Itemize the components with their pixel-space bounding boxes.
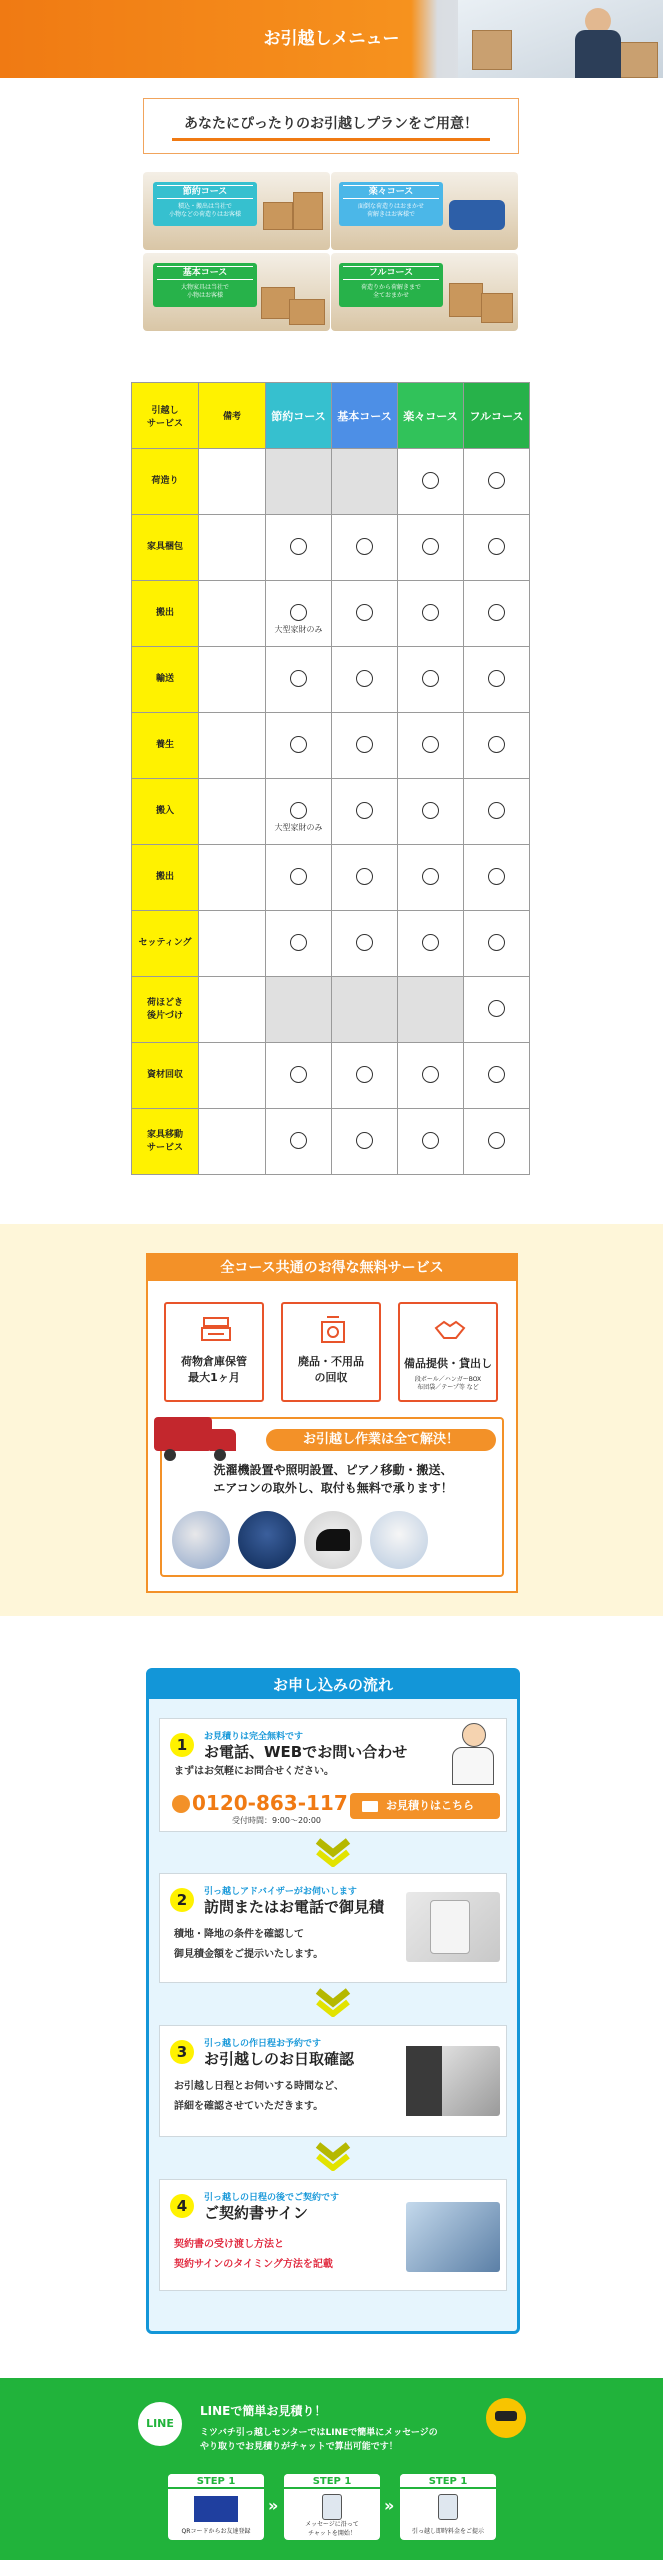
step-title: お電話、WEBでお問い合わせ [204,1743,408,1761]
service-title: 廃品・不用品 の回収 [298,1355,364,1384]
course-name: 節約コース [157,185,253,199]
table-row [132,647,530,713]
service-supplies [398,1302,498,1402]
calculator-photo [406,1892,500,1962]
course-card-kihon[interactable] [143,253,330,331]
available-cell [332,779,398,845]
table-row [132,713,530,779]
circle-mark-icon [488,604,505,621]
available-cell [464,1109,530,1175]
step-title: ご契約書サイン [204,2204,308,2222]
course-name: 基本コース [157,266,253,280]
service-storage [164,1302,264,1402]
banner-underline [172,138,490,141]
course-label [153,263,257,307]
line-title: LINEで簡単お見積り！ [200,2404,327,2418]
course-card-setsuyaku[interactable] [143,172,330,250]
business-hours: 受付時間：9:00〜20:00 [232,1816,322,1825]
available-cell [398,515,464,581]
flow-step-1 [159,1718,507,1832]
row-label: 家具移動 サービス [132,1109,199,1175]
step-number: 1 [170,1733,194,1757]
course-card-full[interactable] [331,253,518,331]
service-sub: 段ボール／ハンガーBOX 布団袋／テープ等 など [414,1376,482,1391]
circle-mark-icon [488,1000,505,1017]
available-cell [266,1109,332,1175]
all-included-line2: エアコンの取外し、取付も無料で承ります！ [213,1481,453,1495]
flow-title: お申し込みの流れ [149,1671,517,1699]
header-service: 引越し サービス [132,383,199,449]
row-label: 家具梱包 [132,515,199,581]
cell-note: 大型家財のみ [274,625,323,634]
circle-mark-icon [356,538,373,555]
bee-mascot-icon [486,2398,526,2438]
row-label: 搬出 [132,845,199,911]
available-cell [398,845,464,911]
flow-step-2 [159,1873,507,1983]
note-cell [199,911,266,977]
step-desc-line2: 御見積金額をご提示いたします。 [174,1949,324,1960]
available-cell [464,449,530,515]
step-label: STEP 1 [168,2474,264,2489]
header-course: フルコース [464,383,530,449]
course-name: 楽々コース [343,185,439,199]
header-course: 楽々コース [398,383,464,449]
available-cell [266,911,332,977]
step-desc-line1: 契約書の受け渡し方法と [174,2239,284,2250]
row-label: 養生 [132,713,199,779]
available-cell [464,911,530,977]
course-label [339,182,443,226]
line-section [0,2378,663,2560]
step-caption: QRコードからお友達登録 [181,2528,251,2535]
box-image [481,293,513,323]
circle-mark-icon [422,604,439,621]
available-cell [266,647,332,713]
step-desc-line1: 積地・降地の条件を確認して [174,1929,304,1940]
table-row [132,449,530,515]
header-course: 基本コース [332,383,398,449]
circle-mark-icon [290,802,307,819]
table-row [132,515,530,581]
box-image [289,299,325,325]
table-row [132,911,530,977]
page-title: お引越しメニュー [263,29,400,49]
step-subtitle: お見積りは完全無料です [204,1732,304,1742]
truck-image [449,200,505,230]
available-cell [398,713,464,779]
unavailable-cell [332,977,398,1043]
cell-note: 大型家財のみ [274,823,323,832]
circle-mark-icon [422,802,439,819]
course-comparison-table [131,382,530,1175]
qr-code-icon [194,2496,238,2522]
chevron-down-icon [315,1987,351,2017]
available-cell [464,977,530,1043]
row-label: 荷造り [132,449,199,515]
chevron-down-icon [315,1837,351,1867]
available-cell [464,779,530,845]
box-image [293,192,323,230]
circle-mark-icon [422,472,439,489]
circle-mark-icon [488,538,505,555]
header-note: 備考 [199,383,266,449]
plan-banner-text: あなたにぴったりのお引越しプランをご用意！ [184,116,478,132]
estimate-button[interactable] [350,1793,500,1819]
unavailable-cell [332,449,398,515]
piano-photo [304,1511,362,1569]
arrow-right-icon: » [268,2496,279,2515]
line-desc-2: やり取りでお見積りがチャットで算出可能です！ [200,2442,398,2452]
line-step-chat [284,2474,380,2540]
available-cell [464,647,530,713]
available-cell [398,1109,464,1175]
circle-mark-icon [422,670,439,687]
step-desc-line1: お引越し日程とお伺いする時間など、 [174,2081,344,2092]
row-label: 搬入 [132,779,199,845]
available-cell [266,713,332,779]
smartphone-icon [322,2494,342,2520]
warehouse-icon [200,1314,232,1344]
circle-mark-icon [290,868,307,885]
chevron-down-icon [315,2141,351,2171]
circle-mark-icon [356,1066,373,1083]
available-cell [398,647,464,713]
step-number: 3 [170,2040,194,2064]
circle-mark-icon [356,604,373,621]
arrow-right-icon: » [384,2496,395,2515]
note-cell [199,779,266,845]
circle-mark-icon [422,736,439,753]
step-desc-line2: 詳細を確認させていただきます。 [174,2101,324,2112]
step-title: 訪問またはお電話で御見積 [204,1898,385,1916]
step-caption: メッセージに沿って チャットを開始！ [305,2521,359,2537]
envelope-icon [362,1801,378,1812]
available-cell [266,515,332,581]
available-cell [266,581,332,647]
available-cell [332,713,398,779]
course-desc: 面倒な荷造りはおまかせ 荷解きはお客様で [357,203,424,218]
available-cell [332,1109,398,1175]
line-step-quote [400,2474,496,2540]
available-cell [332,845,398,911]
phone-icon [172,1795,190,1813]
free-service-box [146,1253,518,1593]
circle-mark-icon [290,538,307,555]
row-label: セッティング [132,911,199,977]
available-cell [266,1043,332,1109]
step-number: 2 [170,1888,194,1912]
handshake-photo [406,2202,500,2272]
circle-mark-icon [422,934,439,951]
course-label [339,263,443,307]
available-cell [398,1043,464,1109]
available-cell [464,515,530,581]
worker-photo [238,1511,296,1569]
phone-number[interactable]: 0120-863-117 [192,1791,348,1815]
step-subtitle: 引っ越しの作日程お予約です [204,2039,322,2049]
available-cell [398,449,464,515]
course-desc: 荷造りから荷解きまで 全ておまかせ [360,284,421,299]
step-label: STEP 1 [400,2474,496,2489]
available-cell [464,1043,530,1109]
available-cell [332,515,398,581]
circle-mark-icon [422,1066,439,1083]
unavailable-cell [266,977,332,1043]
row-label: 輸送 [132,647,199,713]
line-desc-1: ミツバチ引っ越しセンターではLINEで簡単にメッセージの [200,2428,438,2438]
service-title: 荷物倉庫保管 最大1ヶ月 [181,1355,247,1384]
note-cell [199,515,266,581]
note-cell [199,581,266,647]
service-title: 備品提供・貸出し [404,1357,492,1370]
available-cell [398,911,464,977]
available-cell [398,779,464,845]
unavailable-cell [266,449,332,515]
course-desc: 大物家具は当社で 小物はお客様 [180,284,229,299]
plan-banner [143,98,519,154]
note-cell [199,977,266,1043]
note-cell [199,713,266,779]
line-logo-icon: LINE [138,2402,182,2446]
service-disposal [281,1302,381,1402]
flow-step-3 [159,2025,507,2137]
available-cell [464,581,530,647]
available-cell [332,581,398,647]
line-step-qr [168,2474,264,2540]
table-row [132,845,530,911]
circle-mark-icon [488,670,505,687]
circle-mark-icon [488,1066,505,1083]
table-row [132,977,530,1043]
handshake-icon [434,1314,466,1344]
circle-mark-icon [290,604,307,621]
estimate-button-label: お見積りはこちら [386,1799,474,1812]
circle-mark-icon [422,538,439,555]
available-cell [464,713,530,779]
table-row [132,779,530,845]
available-cell [332,911,398,977]
circle-mark-icon [488,472,505,489]
available-cell [464,845,530,911]
circle-mark-icon [356,736,373,753]
truck-image [154,1411,246,1461]
circle-mark-icon [422,1132,439,1149]
course-desc: 積込・搬出は当社で 小物などの荷造りはお客様 [168,203,241,218]
note-cell [199,449,266,515]
step-caption: 引っ越し即時料金をご提示 [411,2528,484,2535]
course-card-rakuraku[interactable] [331,172,518,250]
smartphone-icon [438,2494,458,2520]
application-flow [146,1668,520,2334]
unavailable-cell [398,977,464,1043]
available-cell [266,779,332,845]
circle-mark-icon [488,934,505,951]
flow-step-4 [159,2179,507,2291]
box-image [263,202,293,230]
step-desc: まずはお気軽にお問合せください。 [174,1766,334,1777]
step-subtitle: 引っ越しの日程の後でご契約です [204,2193,340,2203]
available-cell [398,581,464,647]
circle-mark-icon [422,868,439,885]
row-label: 荷ほどき 後片づけ [132,977,199,1043]
step-title: お引越しのお日取確認 [204,2050,355,2068]
available-cell [266,845,332,911]
note-cell [199,1109,266,1175]
box-image [449,283,483,317]
calendar-photo [406,2046,500,2116]
circle-mark-icon [290,736,307,753]
step-desc-line2: 契約サインのタイミング方法を記載 [174,2259,333,2270]
page-header [0,0,663,78]
circle-mark-icon [356,670,373,687]
all-included-panel [160,1417,504,1577]
table-row [132,1109,530,1175]
table-row [132,581,530,647]
circle-mark-icon [356,802,373,819]
course-name: フルコース [343,266,439,280]
circle-mark-icon [356,934,373,951]
all-included-line1: 洗濯機設置や照明設置、ピアノ移動・搬送、 [213,1463,453,1477]
all-included-ribbon: お引越し作業は全て解決！ [266,1429,496,1451]
circle-mark-icon [356,1132,373,1149]
course-label [153,182,257,226]
available-cell [332,1043,398,1109]
circle-mark-icon [290,934,307,951]
free-service-title: 全コース共通のお得な無料サービス [148,1255,516,1281]
row-label: 搬出 [132,581,199,647]
available-cell [332,647,398,713]
header-course: 節約コース [266,383,332,449]
note-cell [199,845,266,911]
step-subtitle: 引っ越しアドバイザーがお伺いします [204,1887,357,1897]
recycle-box-icon [317,1314,349,1344]
step-number: 4 [170,2194,194,2218]
table-row [132,1043,530,1109]
circle-mark-icon [356,868,373,885]
circle-mark-icon [488,736,505,753]
note-cell [199,647,266,713]
washer-photo [172,1511,230,1569]
circle-mark-icon [488,868,505,885]
step-label: STEP 1 [284,2474,380,2489]
operator-illustration [442,1723,502,1787]
circle-mark-icon [488,1132,505,1149]
aircon-photo [370,1511,428,1569]
note-cell [199,1043,266,1109]
row-label: 資材回収 [132,1043,199,1109]
circle-mark-icon [290,670,307,687]
circle-mark-icon [290,1132,307,1149]
circle-mark-icon [488,802,505,819]
circle-mark-icon [290,1066,307,1083]
